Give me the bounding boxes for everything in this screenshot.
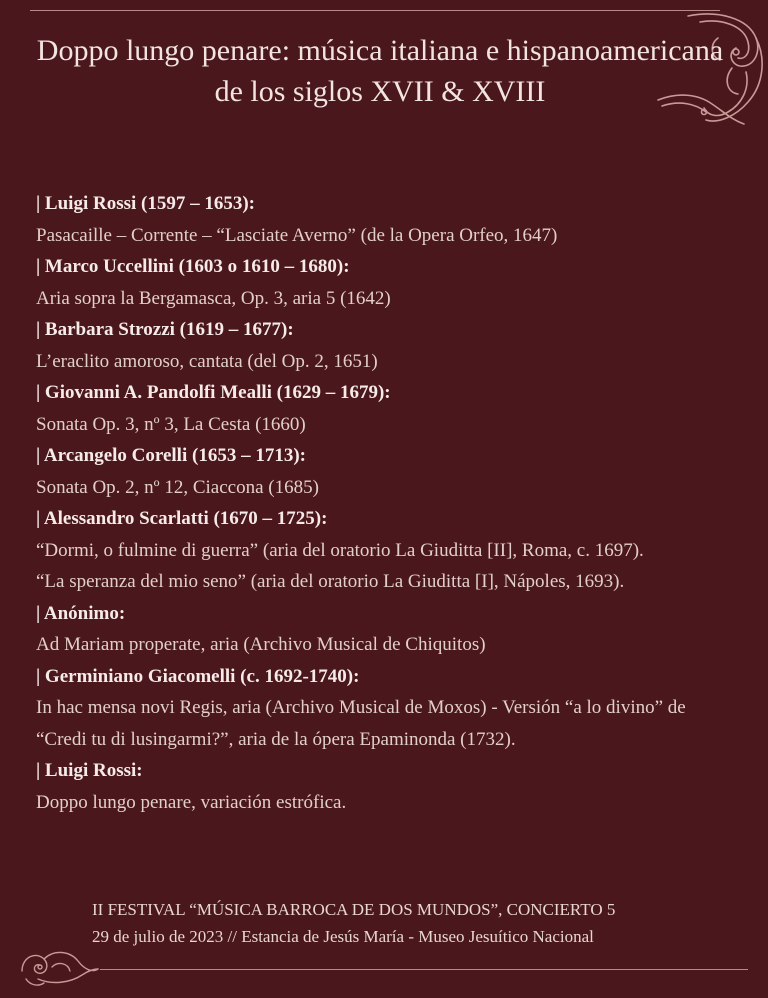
- composer-heading: | Luigi Rossi (1597 – 1653):: [36, 193, 256, 214]
- concert-date-venue: 29 de julio de 2023 // Estancia de Jesús María - Museo Jesuítico Nacional: [92, 927, 594, 946]
- work-entry: Aria sopra la Bergamasca, Op. 3, aria 5 (1642): [36, 287, 391, 309]
- work-entry: In hac mensa novi Regis, aria (Archivo Musical de Moxos) - Versión “a lo divino” de: [36, 697, 686, 718]
- composer-heading: | Germiniano Giacomelli (c. 1692-1740):: [36, 665, 360, 687]
- work-entry: Ad Mariam properate, aria (Archivo Musical de Chiquitos): [36, 634, 486, 655]
- footer: [92, 896, 732, 950]
- composer-heading: | Arcangelo Corelli (1653 – 1713):: [36, 445, 306, 466]
- work-entry: “La speranza del mio seno” (aria del oratorio La Giuditta [I], Nápoles, 1693).: [36, 571, 625, 592]
- work-entry: “Dormi, o fulmine di guerra” (aria del oratorio La Giuditta [II], Roma, c. 1697).: [36, 539, 644, 561]
- composer-heading: | Marco Uccellini (1603 o 1610 – 1680):: [36, 256, 350, 277]
- title-line-2: de los siglos XVII & XVIII: [214, 75, 546, 108]
- work-entry: Pasacaille – Corrente – “Lasciate Averno” (de la Opera Orfeo, 1647): [36, 224, 558, 246]
- composer-heading: | Barbara Strozzi (1619 – 1677):: [36, 319, 294, 340]
- baroque-flourish-bottom-left-icon: [18, 945, 100, 989]
- festival-name: II FESTIVAL “MÚSICA BARROCA DE DOS MUNDOS”, CONCIERTO 5: [92, 900, 616, 919]
- composer-heading: | Giovanni A. Pandolfi Mealli (1629 – 1679):: [36, 382, 391, 403]
- work-entry: Doppo lungo penare, variación estrófica.: [36, 791, 347, 813]
- title-line-1: Doppo lungo penare: música italiana e hispanoamericana: [36, 34, 724, 67]
- composer-heading: | Luigi Rossi:: [36, 760, 143, 781]
- work-entry: Sonata Op. 2, nº 12, Ciaccona (1685): [36, 476, 319, 498]
- work-entry: Sonata Op. 3, nº 3, La Cesta (1660): [36, 413, 306, 435]
- composer-heading: | Alessandro Scarlatti (1670 – 1725):: [36, 508, 328, 529]
- composer-heading: | Anónimo:: [36, 602, 126, 624]
- concert-program: [36, 188, 741, 818]
- bottom-divider: [100, 969, 748, 970]
- work-entry: “Credi tu di lusingarmi?”, aria de la ópera Epaminonda (1732).: [36, 728, 516, 750]
- work-entry: L’eraclito amoroso, cantata (del Op. 2, 1651): [36, 350, 378, 372]
- top-divider: [30, 10, 720, 11]
- page-title: [20, 30, 740, 112]
